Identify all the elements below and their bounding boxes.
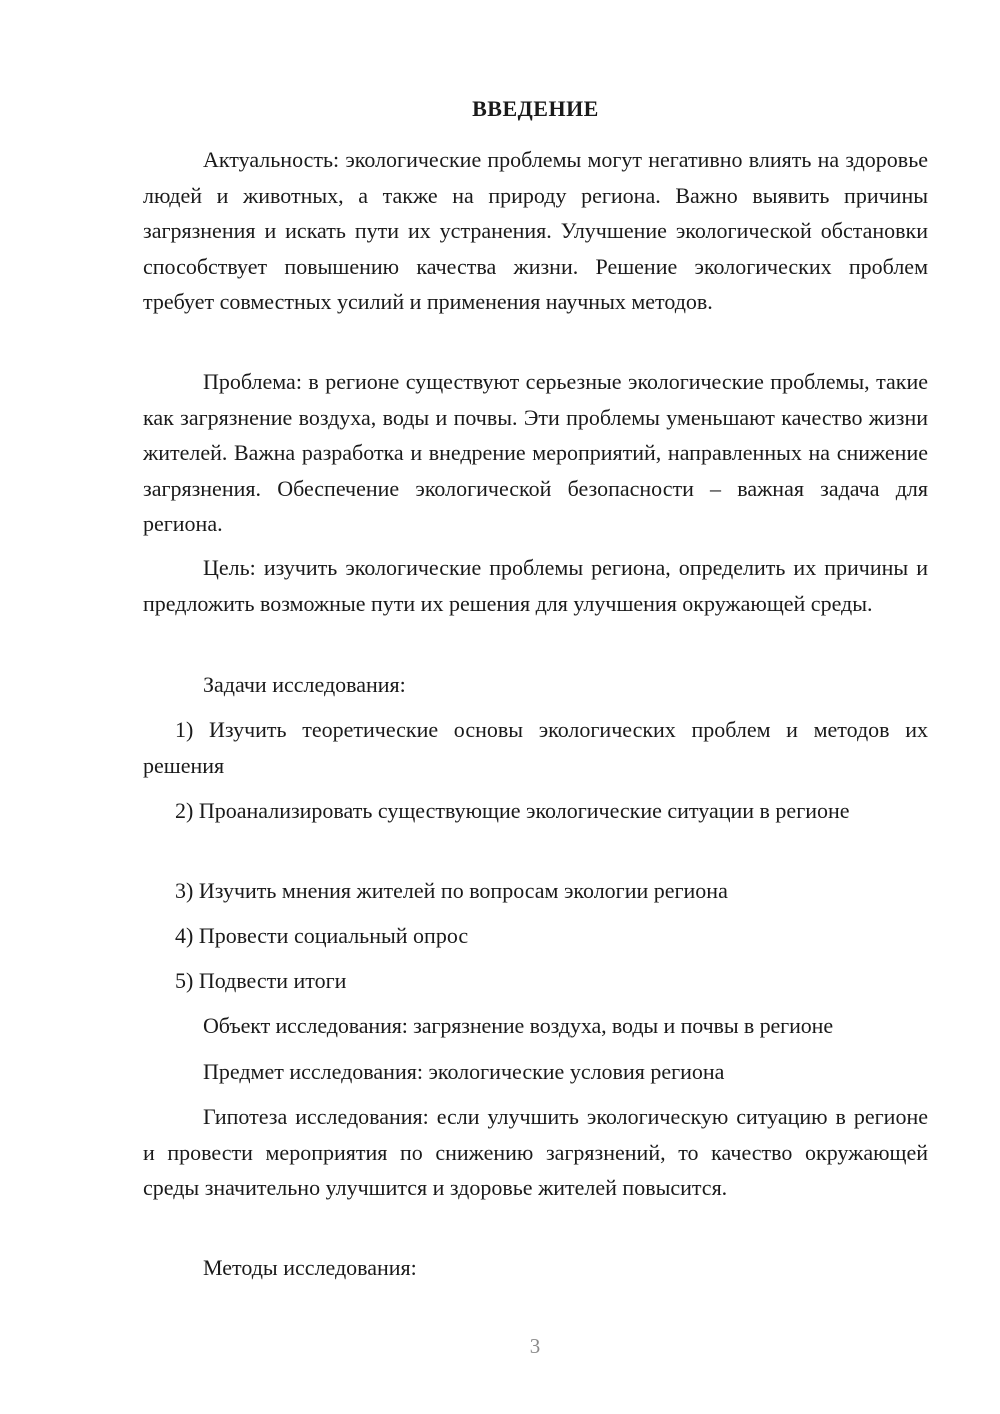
paragraph-relevance: Актуальность: экологические проблемы могут негативно влиять на здоровье людей и животных, а также на природу региона. Важно выявить причины загрязнения и искать пути их устранения. Улучшение экологической обстановки способствует повышению качества жизни. Решение экологических проблем требует совместных усилий и применения научных методов. bbox=[143, 147, 928, 314]
paragraph-hypothesis: Гипотеза исследования: если улучшить экологическую ситуацию в регионе и провести мероприятия по снижению загрязнений, то качество окружающей среды значительно улучшится и здоровье жителей повысится. bbox=[143, 1104, 928, 1200]
paragraph-object: Объект исследования: загрязнение воздуха, воды и почвы в регионе bbox=[203, 1013, 833, 1038]
paragraph-methods: Методы исследования: bbox=[203, 1255, 417, 1280]
task-item-5: 5) Подвести итоги bbox=[175, 968, 347, 993]
paragraph-subject: Предмет исследования: экологические условия региона bbox=[203, 1059, 725, 1084]
page-number: 3 bbox=[529, 1334, 541, 1358]
task-item-3: 3) Изучить мнения жителей по вопросам экологии региона bbox=[175, 878, 728, 903]
document-title: ВВЕДЕНИЕ bbox=[472, 96, 599, 121]
paragraph-goal: Цель: изучить экологические проблемы региона, определить их причины и предложить возможные пути их решения для улучшения окружающей среды. bbox=[143, 555, 928, 616]
task-item-4: 4) Провести социальный опрос bbox=[175, 923, 469, 948]
task-item-1: 1) Изучить теоретические основы экологических проблем и методов их решения bbox=[143, 717, 928, 778]
paragraph-problem: Проблема: в регионе существуют серьезные экологические проблемы, такие как загрязнение воздуха, воды и почвы. Эти проблемы уменьшают качество жизни жителей. Важна разработка и внедрение мероприятий, направленных на снижение загрязнения. Обеспечение экологической безопасности – важная задача для региона. bbox=[143, 369, 928, 536]
task-item-2: 2) Проанализировать существующие экологические ситуации в регионе bbox=[175, 798, 850, 823]
paragraph-tasks-heading: Задачи исследования: bbox=[203, 672, 406, 697]
